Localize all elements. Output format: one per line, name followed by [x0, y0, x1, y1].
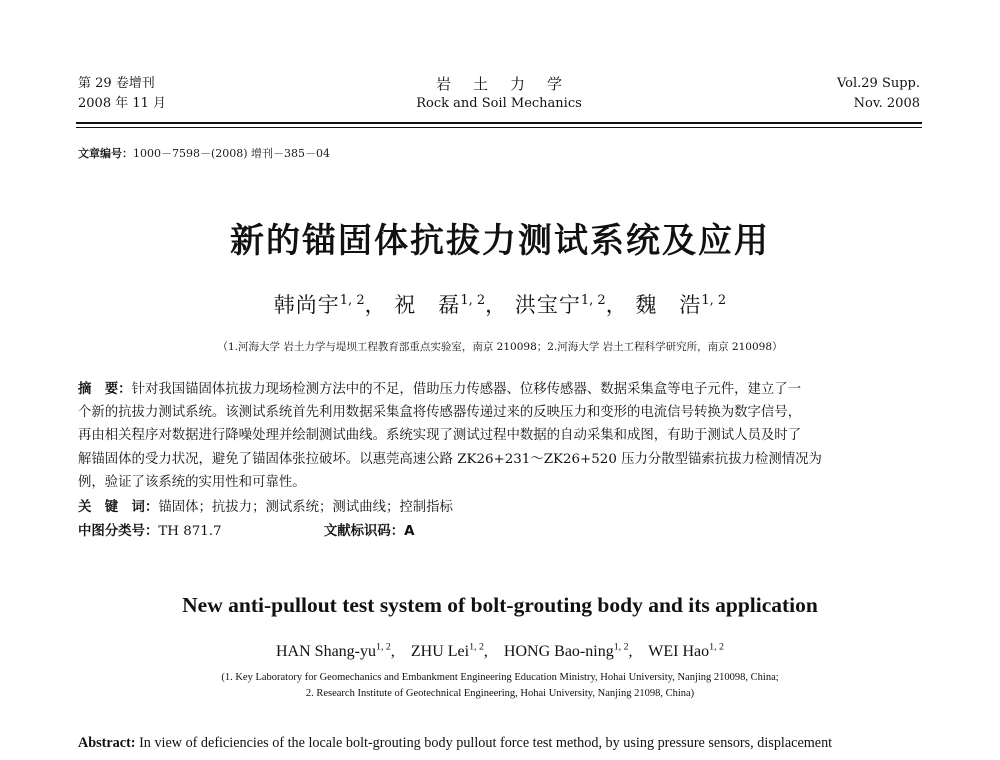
title-en: New anti-pullout test system of bolt-grouting body and its application [182, 593, 818, 617]
authors-cn [0, 290, 1000, 320]
author-en: WEI Hao [648, 643, 710, 660]
author-separator: ， [605, 293, 628, 317]
author-cn-affiliation-mark: 1, 2 [701, 293, 727, 308]
author-separator: ， [364, 293, 387, 317]
author-cn: 魏 浩 [635, 293, 702, 317]
abstract-en-text: In view of deficiencies of the locale bolt-grouting body pullout force test method, by using pressure sensors, displacement [139, 735, 833, 751]
date-en: Nov. 2008 [853, 96, 920, 111]
header-rule-thin [76, 127, 922, 128]
journal-header [78, 74, 920, 114]
abstract-cn-text: 针对我国锚固体抗拔力现场检测方法中的不足，借助压力传感器、位移传感器、数据采集盒等电子元件，建立了一 [131, 382, 802, 397]
author-en-affiliation-mark: 1, 2 [376, 641, 391, 653]
journal-name-cn: 岩土力学 [435, 75, 584, 93]
abstract-cn-line [78, 378, 922, 401]
abstract-cn-line: 再由相关程序对数据进行降噪处理并绘制测试曲线。系统实现了测试过程中数据的自动采集和成图，有助于测试人员及时了 [78, 428, 802, 444]
abstract-cn-line: 例，验证了该系统的实用性和可靠性。 [78, 474, 306, 490]
author-en-affiliation-mark: 1, 2 [469, 641, 484, 653]
author-cn-affiliation-mark: 1, 2 [580, 293, 606, 308]
date-cn: 2008 年 11 月 [78, 96, 167, 111]
header-right [837, 74, 920, 114]
classification-value: TH 871.7 [158, 524, 222, 539]
authors-en [0, 640, 1000, 664]
abstract-en [78, 732, 922, 754]
author-en-affiliation-mark: 1, 2 [709, 641, 724, 653]
author-separator: , [628, 643, 645, 660]
article-id [78, 146, 330, 162]
author-separator: , [390, 643, 407, 660]
header-rule-thick [76, 122, 922, 124]
keywords-cn-value: 锚固体；抗拔力；测试系统；测试曲线；控制指标 [158, 500, 453, 515]
affiliation-en [0, 670, 1000, 702]
classification-label: 中图分类号： [78, 524, 159, 539]
article-id-value: 1000－7598－(2008) 增刊－385－04 [133, 147, 331, 160]
title-cn: 新的锚固体抗拔力测试系统及应用 [230, 221, 770, 261]
author-cn: 韩尚宇 [273, 293, 340, 317]
author-cn: 洪宝宁 [514, 293, 581, 317]
keywords-cn-label: 关 键 词： [78, 500, 159, 515]
author-en-affiliation-mark: 1, 2 [613, 641, 629, 653]
author-cn-affiliation-mark: 1, 2 [460, 293, 486, 308]
author-cn: 祝 磊 [394, 293, 461, 317]
author-cn-affiliation-mark: 1, 2 [339, 293, 365, 308]
author-en: ZHU Lei [410, 643, 470, 660]
abstract-cn [78, 378, 922, 494]
author-separator: , [483, 643, 500, 660]
author-en: HONG Bao-ning [503, 643, 614, 660]
abstract-cn-label: 摘 要： [78, 382, 132, 397]
volume-en: Vol.29 Supp. [836, 76, 920, 91]
author-en: HAN Shang-yu [276, 643, 376, 660]
abstract-cn-line: 解锚固体的受力状况，避免了锚固体张拉破坏。以惠莞高速公路 ZK26+231～ZK26+520 压力分散型锚索抗拔力检测情况为 [78, 451, 822, 467]
journal-name-en: Rock and Soil Mechanics [416, 96, 582, 111]
volume-cn: 第 29 卷增刊 [78, 76, 155, 91]
affiliation-cn: （1.河海大学 岩土力学与堤坝工程教育部重点实验室，南京 210098；2.河海大学 岩土工程科学研究所，南京 210098） [217, 341, 783, 353]
abstract-cn-line: 个新的抗拔力测试系统。该测试系统首先利用数据采集盒将传感器传递过来的反映压力和变形的电流信号转换为数字信号， [78, 405, 802, 421]
document-code-value: A [404, 524, 415, 539]
affiliation-en-line: (1. Key Laboratory for Geomechanics and Embankment Engineering Education Ministry, Hohai University, Nanjing 210098, China; [221, 672, 779, 683]
document-code-label: 文献标识码： [323, 524, 405, 539]
author-separator: ， [485, 293, 508, 317]
article-id-label: 文章编号： [78, 147, 133, 160]
classification-line [78, 520, 415, 543]
document-code [324, 524, 415, 539]
abstract-en-label: Abstract: [78, 735, 136, 751]
affiliation-en-line: 2. Research Institute of Geotechnical Engineering, Hohai University, Nanjing 21098, China) [305, 688, 695, 699]
keywords-cn [78, 496, 453, 519]
header-center [78, 74, 920, 114]
